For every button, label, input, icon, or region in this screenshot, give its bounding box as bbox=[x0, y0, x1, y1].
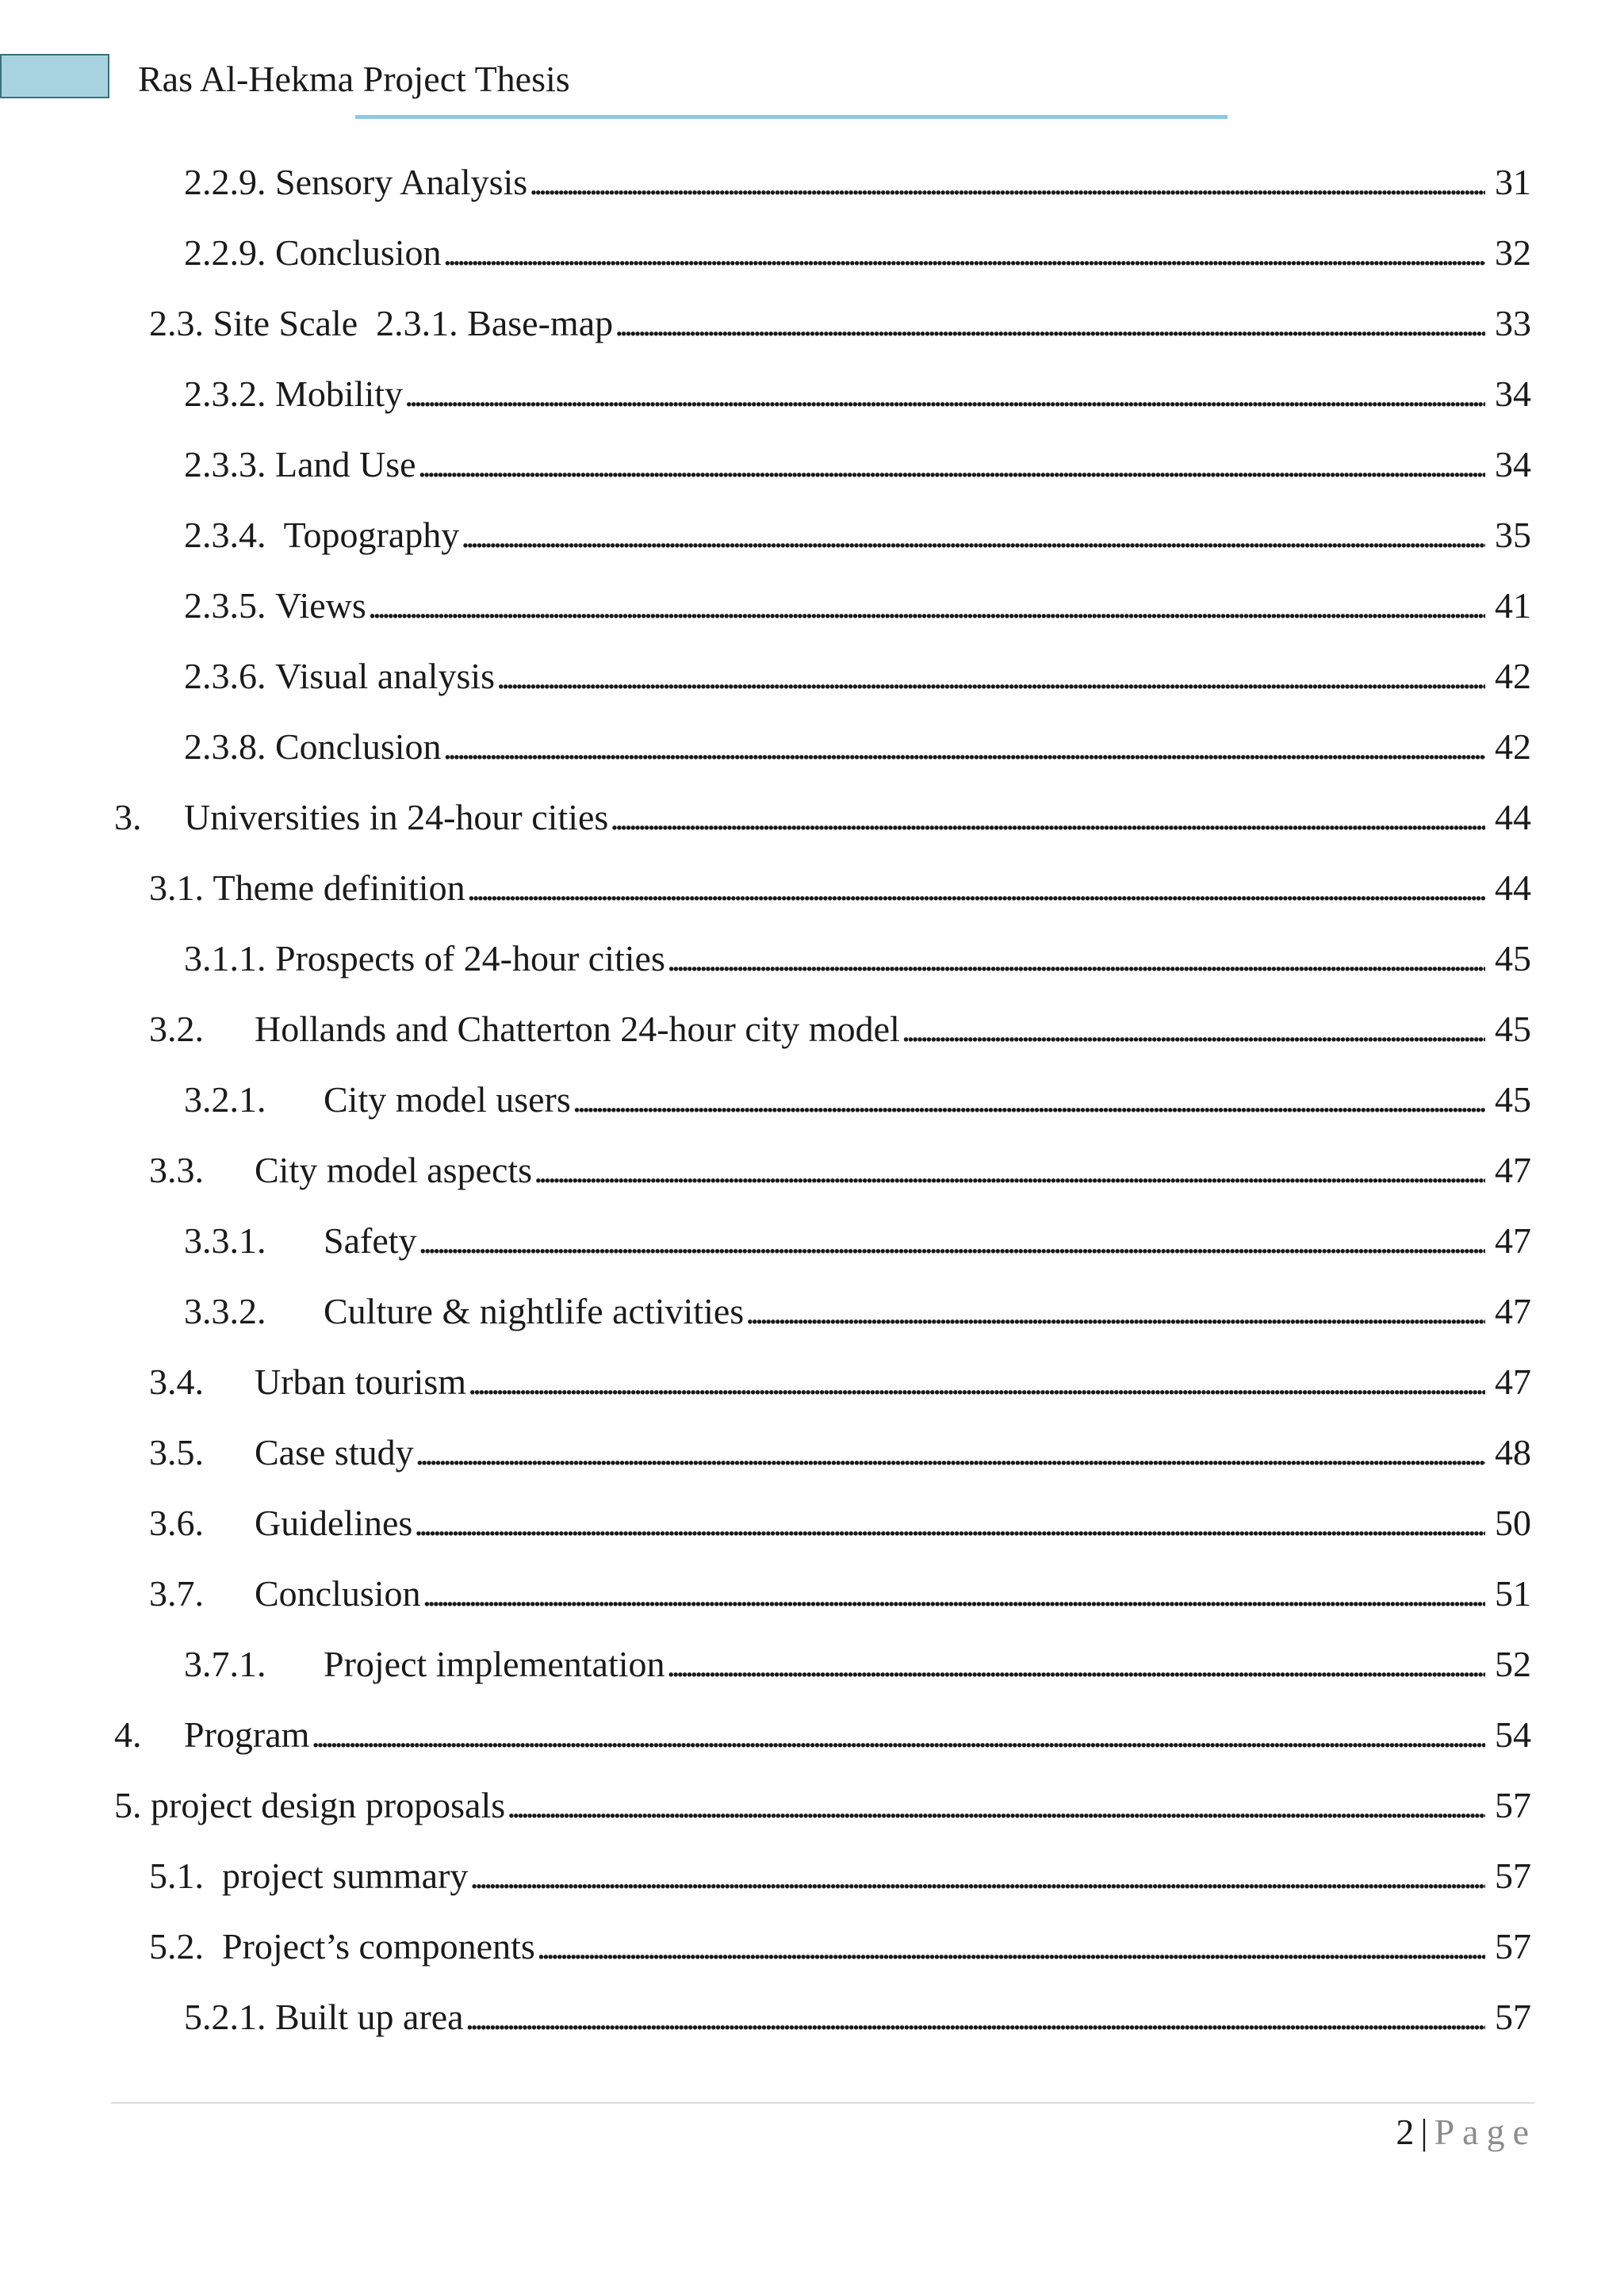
toc-label: City model aspects bbox=[255, 1150, 533, 1190]
toc-number: 3.3.1. bbox=[184, 1220, 266, 1261]
toc-number: 3.6. bbox=[149, 1503, 204, 1543]
toc-entry[interactable] bbox=[184, 1074, 1531, 1125]
toc-label: Safety bbox=[324, 1220, 417, 1261]
toc-label: Mobility bbox=[275, 373, 404, 414]
toc-number: 3.1. bbox=[149, 867, 204, 908]
toc-page-number: 47 bbox=[1495, 1150, 1531, 1190]
toc-number: 4. bbox=[114, 1714, 142, 1755]
toc-entry[interactable] bbox=[149, 1568, 1531, 1619]
toc-label: Culture & nightlife activities bbox=[324, 1291, 745, 1331]
toc-leader bbox=[529, 157, 1485, 208]
toc-leader bbox=[443, 228, 1485, 278]
toc-leader bbox=[467, 863, 1485, 913]
toc-page-number: 44 bbox=[1495, 797, 1531, 837]
toc-leader bbox=[465, 1992, 1485, 2043]
toc-page-number: 42 bbox=[1495, 656, 1531, 696]
toc-number: 3.2.1. bbox=[184, 1079, 266, 1120]
toc-number: 3.2. bbox=[149, 1009, 204, 1049]
header-title: Ras Al-Hekma Project Thesis bbox=[138, 59, 570, 99]
toc-number: 5. bbox=[114, 1785, 142, 1825]
toc-entry[interactable] bbox=[184, 1216, 1531, 1266]
toc-leader bbox=[507, 1780, 1485, 1831]
toc-number: 2.3.6. bbox=[184, 656, 266, 696]
toc-entry[interactable] bbox=[184, 510, 1531, 561]
toc-leader bbox=[468, 1357, 1485, 1407]
toc-number: 2.3.2. bbox=[184, 373, 266, 414]
toc-number: 3.1.1. bbox=[184, 938, 266, 978]
toc-page-number: 35 bbox=[1495, 515, 1531, 555]
toc-entry[interactable] bbox=[184, 722, 1531, 772]
toc-number: 3. bbox=[114, 797, 142, 837]
toc-leader bbox=[404, 369, 1485, 419]
toc-entry[interactable] bbox=[184, 228, 1531, 278]
toc-number: 3.4. bbox=[149, 1361, 204, 1402]
toc-page-number: 48 bbox=[1495, 1432, 1531, 1473]
toc-label: Visual analysis bbox=[275, 656, 496, 696]
toc-page-number: 47 bbox=[1495, 1291, 1531, 1331]
toc-label: Built up area bbox=[275, 1997, 464, 2037]
toc-leader bbox=[469, 1851, 1485, 1901]
toc-page-number: 34 bbox=[1495, 444, 1531, 484]
toc-label: Theme definition bbox=[213, 867, 465, 908]
toc-leader bbox=[443, 722, 1485, 772]
toc-number: 2.3. bbox=[149, 303, 204, 343]
toc-entry[interactable] bbox=[149, 1921, 1531, 1972]
toc-entry[interactable] bbox=[114, 1710, 1531, 1760]
toc-page-number: 45 bbox=[1495, 1009, 1531, 1049]
toc-leader bbox=[573, 1074, 1485, 1125]
toc-label: Urban tourism bbox=[255, 1361, 467, 1402]
toc-entry[interactable] bbox=[149, 863, 1531, 913]
toc-number: 5.1. bbox=[149, 1855, 204, 1896]
toc-page-number: 44 bbox=[1495, 867, 1531, 908]
toc-label: Conclusion bbox=[275, 726, 442, 767]
header-color-block bbox=[0, 54, 109, 98]
toc-entry[interactable] bbox=[149, 1498, 1531, 1549]
toc-label: Guidelines bbox=[255, 1503, 413, 1543]
toc-leader bbox=[902, 1004, 1485, 1055]
toc-entry[interactable] bbox=[184, 651, 1531, 702]
toc-number: 2.3.4. bbox=[184, 515, 266, 555]
toc-page-number: 50 bbox=[1495, 1503, 1531, 1543]
toc-number: 5.2.1. bbox=[184, 1997, 266, 2037]
toc-entry[interactable] bbox=[149, 1851, 1531, 1901]
toc-entry[interactable] bbox=[114, 1780, 1531, 1831]
toc-label: City model users bbox=[324, 1079, 571, 1120]
toc-label: Project’s components bbox=[213, 1926, 535, 1967]
toc-number: 5.2. bbox=[149, 1926, 204, 1967]
toc-entry[interactable] bbox=[149, 1004, 1531, 1055]
toc-page-number: 45 bbox=[1495, 938, 1531, 978]
toc-entry[interactable] bbox=[184, 1286, 1531, 1337]
toc-page-number: 47 bbox=[1495, 1361, 1531, 1402]
toc-number: 2.3.8. bbox=[184, 726, 266, 767]
toc-leader bbox=[667, 933, 1485, 984]
toc-number: 2.2.9. bbox=[184, 232, 266, 273]
toc-entry[interactable] bbox=[149, 1357, 1531, 1407]
toc-label: Case study bbox=[255, 1432, 414, 1473]
toc-number: 2.3.3. bbox=[184, 444, 266, 484]
toc-number: 2.2.9. bbox=[184, 162, 266, 202]
toc-label: Hollands and Chatterton 24-hour city model bbox=[255, 1009, 900, 1049]
toc-label: Topography bbox=[275, 515, 460, 555]
toc-page-number: 45 bbox=[1495, 1079, 1531, 1120]
toc-label: Site Scale 2.3.1. Base-map bbox=[213, 303, 614, 343]
toc-number: 2.3.5. bbox=[184, 585, 266, 626]
footer-separator: | bbox=[1420, 2112, 1428, 2152]
toc-entry[interactable] bbox=[184, 580, 1531, 631]
toc-leader bbox=[745, 1286, 1485, 1337]
toc-number: 3.3.2. bbox=[184, 1291, 266, 1331]
toc-leader bbox=[534, 1145, 1485, 1196]
toc-number: 3.7.1. bbox=[184, 1644, 266, 1684]
page-footer bbox=[1396, 2108, 1537, 2156]
toc-page-number: 41 bbox=[1495, 585, 1531, 626]
toc-label: Prospects of 24-hour cities bbox=[275, 938, 665, 978]
toc-leader bbox=[419, 1216, 1485, 1266]
toc-number: 3.7. bbox=[149, 1573, 204, 1614]
toc-entry[interactable] bbox=[184, 157, 1531, 208]
toc-leader bbox=[667, 1639, 1485, 1690]
toc-entry[interactable] bbox=[114, 792, 1531, 843]
toc-label: Program bbox=[184, 1714, 310, 1755]
toc-entry[interactable] bbox=[184, 439, 1531, 490]
toc-leader bbox=[423, 1568, 1485, 1619]
toc-page-number: 57 bbox=[1495, 1926, 1531, 1967]
toc-entry[interactable] bbox=[149, 1427, 1531, 1478]
footer-page-word: Page bbox=[1434, 2112, 1537, 2152]
toc-label: project design proposals bbox=[151, 1785, 506, 1825]
toc-leader bbox=[461, 510, 1485, 561]
toc-label: Conclusion bbox=[275, 232, 442, 273]
toc-label: Sensory Analysis bbox=[275, 162, 528, 202]
toc-entry[interactable] bbox=[184, 1992, 1531, 2043]
toc-page-number: 33 bbox=[1495, 303, 1531, 343]
toc-entry[interactable] bbox=[149, 1145, 1531, 1196]
toc-leader bbox=[496, 651, 1485, 702]
toc-label: Universities in 24-hour cities bbox=[184, 797, 609, 837]
toc-leader bbox=[416, 1427, 1485, 1478]
toc-number: 3.5. bbox=[149, 1432, 204, 1473]
toc-page-number: 57 bbox=[1495, 1997, 1531, 2037]
toc-label: project summary bbox=[213, 1855, 469, 1896]
toc-page-number: 57 bbox=[1495, 1785, 1531, 1825]
toc-page-number: 54 bbox=[1495, 1714, 1531, 1755]
footer-rule bbox=[111, 2102, 1534, 2104]
toc-label: Land Use bbox=[275, 444, 416, 484]
toc-page-number: 32 bbox=[1495, 232, 1531, 273]
toc-leader bbox=[610, 792, 1485, 843]
toc-page-number: 57 bbox=[1495, 1855, 1531, 1896]
toc-label: Views bbox=[275, 585, 366, 626]
toc-label: Project implementation bbox=[324, 1644, 665, 1684]
toc-page-number: 52 bbox=[1495, 1644, 1531, 1684]
toc-entry[interactable] bbox=[184, 933, 1531, 984]
toc-page-number: 51 bbox=[1495, 1573, 1531, 1614]
toc-page-number: 31 bbox=[1495, 162, 1531, 202]
toc-leader bbox=[368, 580, 1485, 631]
toc-leader bbox=[311, 1710, 1485, 1760]
toc-label: Conclusion bbox=[255, 1573, 421, 1614]
toc-entry[interactable] bbox=[184, 369, 1531, 419]
toc-entry[interactable] bbox=[149, 298, 1531, 349]
toc-page-number: 42 bbox=[1495, 726, 1531, 767]
toc-leader bbox=[615, 298, 1485, 349]
toc-number: 3.3. bbox=[149, 1150, 204, 1190]
footer-page-number: 2 bbox=[1396, 2112, 1415, 2152]
toc-entry[interactable] bbox=[184, 1639, 1531, 1690]
toc-page-number: 34 bbox=[1495, 373, 1531, 414]
toc-leader bbox=[537, 1921, 1485, 1972]
toc-page-number: 47 bbox=[1495, 1220, 1531, 1261]
toc-leader bbox=[418, 439, 1485, 490]
toc-leader bbox=[414, 1498, 1485, 1549]
header-rule bbox=[355, 115, 1228, 119]
